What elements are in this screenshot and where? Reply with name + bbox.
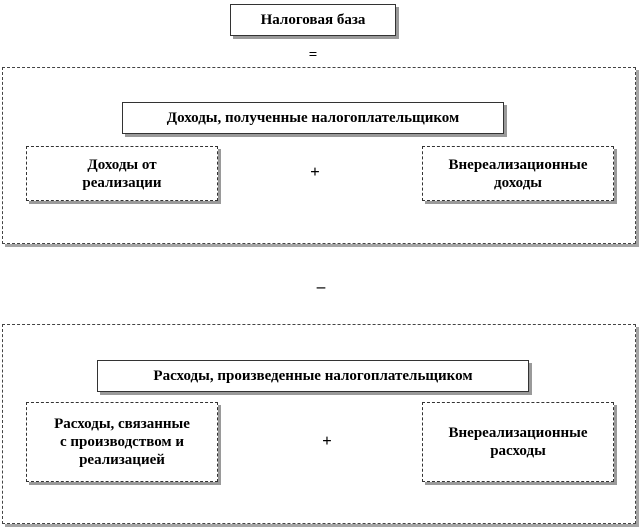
nonoperating-expenses-box [422,402,614,482]
sales-income-line2: реализации [82,174,162,191]
income-plus-sign: + [310,162,320,181]
production-expenses-line1: Расходы, связанные [54,416,190,432]
income-title-label: Доходы, полученные налогоплательщиком [166,110,460,126]
sales-income-box [26,146,218,201]
income-title-box [122,102,504,134]
production-expenses-line3: реализацией [79,452,165,468]
tax-base-label: Налоговая база [260,12,366,28]
equals-sign: = [308,47,318,63]
nonoperating-expenses-line2: расходы [490,443,546,459]
production-expenses-line2: с производством и [59,434,185,450]
nonoperating-income-line2: доходы [493,174,542,191]
production-expenses-box [26,402,218,482]
tax-base-box [230,4,396,36]
expenses-plus-sign: + [322,431,332,450]
sales-income-line1: Доходы от [87,156,157,173]
expenses-title-label: Расходы, произведенные налогоплательщиком [153,368,473,384]
expenses-title-box [97,360,529,392]
nonoperating-income-box [422,146,614,201]
nonoperating-income-line1: Внереализационные [448,156,588,173]
nonoperating-expenses-line1: Внереализационные [448,425,588,441]
minus-sign: – [316,277,326,296]
